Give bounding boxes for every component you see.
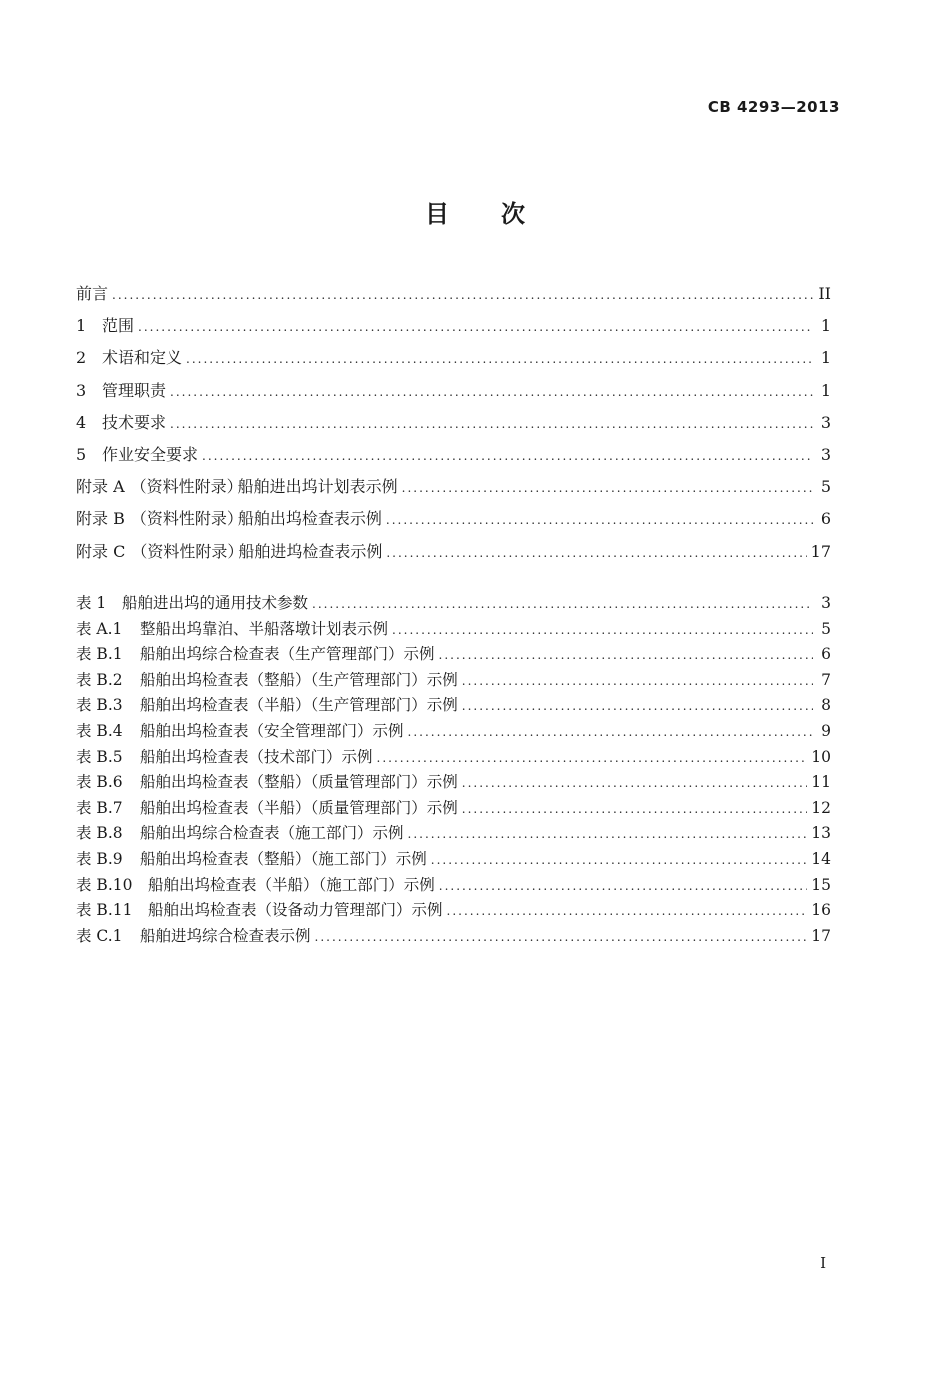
toc-entry-appendix-kind: （资料性附录） [130,509,243,529]
table-entry-label: 船舶出坞检查表（整船）（生产管理部门）示例 [140,670,458,689]
toc-entry-page: 5 [820,477,831,497]
table-entry-label: 船舶出坞检查表（设备动力管理部门）示例 [148,901,443,920]
toc-tables-list [76,591,831,949]
table-entry-label: 船舶出坞检查表（半船）（质量管理部门）示例 [140,798,458,817]
table-entry-page: 15 [811,875,831,894]
toc-entry[interactable] [76,375,831,407]
table-entry[interactable] [76,847,831,873]
toc-entry-label: 范围 [102,316,135,336]
table-entry-number: 表 B.2 [76,670,123,689]
table-entry-page: 10 [811,747,831,766]
toc-entry-page: 17 [810,541,831,561]
toc-entry[interactable] [76,407,831,439]
table-entry-page: 7 [821,670,831,689]
table-entry[interactable] [76,796,831,822]
toc-entry-appendix-kind: （资料性附录） [130,477,243,497]
table-entry[interactable] [76,693,831,719]
table-entry-page: 5 [821,619,831,638]
toc-entry-label: 船舶进出坞计划表示例 [237,477,398,497]
table-entry-number: 表 B.8 [76,824,123,843]
toc-entry-label: 技术要求 [102,412,167,432]
toc-entry[interactable] [76,278,831,310]
table-entry-number: 表 B.1 [76,645,123,664]
toc-entry[interactable] [76,310,831,342]
table-entry-page: 13 [811,824,831,843]
toc-leader-dots [408,822,808,848]
toc-entry-number: 4 [76,412,87,432]
table-entry-label: 船舶出坞检查表（整船）（质量管理部门）示例 [140,773,458,792]
toc-leader-dots [392,618,813,644]
table-entry-label: 船舶出坞检查表（技术部门）示例 [140,747,373,766]
table-entry[interactable] [76,642,831,668]
table-entry-number: 表 B.10 [76,875,133,894]
table-entry-page: 17 [811,926,831,945]
toc-entry-page: 1 [820,316,831,336]
table-entry-label: 船舶出坞检查表（半船）（生产管理部门）示例 [140,696,458,715]
toc-leader-dots [138,311,813,343]
toc-leader-dots [462,694,813,720]
toc-entry-label: 船舶出坞检查表示例 [237,509,382,529]
toc-leader-dots [402,472,813,504]
table-entry-number: 表 B.6 [76,773,123,792]
toc-leader-dots [431,848,808,874]
toc-entry-number: 1 [76,316,87,336]
table-entry-label: 船舶出坞检查表（半船）（施工部门）示例 [148,875,435,894]
table-entry-number: 表 B.11 [76,901,133,920]
table-entry-page: 12 [811,798,831,817]
table-entry-number: 表 B.9 [76,849,123,868]
table-entry[interactable] [76,873,831,899]
table-entry[interactable] [76,924,831,950]
toc-leader-dots [462,771,808,797]
toc-entry-page: II [818,284,831,303]
toc-entry[interactable] [76,342,831,374]
table-entry[interactable] [76,617,831,643]
toc-entry-number: 2 [76,348,87,368]
toc-entry[interactable] [76,439,831,471]
toc-entry-page: 1 [820,348,831,368]
toc-entry-page: 3 [820,444,831,464]
table-entry-number: 表 A.1 [76,619,123,638]
table-entry[interactable] [76,898,831,924]
table-entry-number: 表 B.5 [76,747,123,766]
toc-entry-label: 作业安全要求 [102,444,199,464]
table-entry-label: 整船出坞靠泊、半船落墩计划表示例 [140,619,389,638]
table-entry-number: 表 1 [76,594,107,612]
toc-entry-label: 管理职责 [102,380,167,400]
table-entry-label: 船舶出坞综合检查表（施工部门）示例 [140,824,404,843]
toc-leader-dots [462,797,808,823]
toc-entry-number: 5 [76,444,87,464]
table-entry-page: 8 [821,696,831,715]
toc-leader-dots [462,669,813,695]
toc-leader-dots [439,874,808,900]
toc-entry-appendix[interactable] [76,471,831,503]
toc-entry-number: 附录 C [76,541,126,561]
table-entry-label: 船舶出坞检查表（安全管理部门）示例 [140,721,404,740]
toc-leader-dots [439,643,813,669]
table-entry[interactable] [76,668,831,694]
toc-entry-number: 附录 A [76,477,125,497]
toc-leader-dots [170,376,813,408]
toc-leader-dots [202,440,813,472]
toc-entry-page: 1 [820,380,831,400]
toc-entry-page: 3 [820,412,831,432]
toc-contents [76,278,831,568]
toc-leader-dots [112,279,813,311]
toc-leader-dots [170,408,813,440]
standard-code: CB 4293—2013 [707,98,840,116]
table-entry-label: 船舶进出坞的通用技术参数 [122,594,309,612]
table-entry-label: 船舶出坞综合检查表（生产管理部门）示例 [140,645,435,664]
table-entry-page: 6 [821,645,831,664]
page-number: I [820,1254,826,1272]
table-entry-number: 表 C.1 [76,926,123,945]
page-title: 目次 [425,200,577,228]
table-entry[interactable] [76,745,831,771]
table-entry-page: 11 [811,773,831,792]
toc-leader-dots [377,746,808,772]
table-entry[interactable] [76,821,831,847]
table-entry-label: 船舶进坞综合检查表示例 [140,926,311,945]
table-entry-page: 16 [811,901,831,920]
toc-entry-appendix-kind: （资料性附录） [131,541,244,561]
table-entry-number: 表 B.4 [76,721,123,740]
toc-leader-dots [386,504,813,536]
table-entry[interactable] [76,719,831,745]
toc-entry-label: 术语和定义 [102,348,183,368]
toc-leader-dots [408,720,813,746]
table-entry-number: 表 B.7 [76,798,123,817]
table-entry-page: 9 [821,721,831,740]
toc-entry-appendix[interactable] [76,536,831,568]
toc-leader-dots [312,592,813,618]
toc-entry-label: 船舶进坞检查表示例 [238,541,383,561]
table-entry[interactable] [76,770,831,796]
table-entry[interactable] [76,591,831,617]
toc-leader-dots [186,343,813,375]
toc-entry-page: 6 [820,509,831,529]
toc-entry-number: 3 [76,380,87,400]
table-entry-number: 表 B.3 [76,696,123,715]
toc-entry-appendix[interactable] [76,503,831,535]
toc-leader-dots [447,899,808,925]
table-entry-page: 3 [821,594,831,612]
table-entry-label: 船舶出坞检查表（整船）（施工部门）示例 [140,849,427,868]
toc-leader-dots [315,925,808,951]
toc-entry-label: 前言 [76,284,109,303]
toc-entry-number: 附录 B [76,509,125,529]
table-entry-page: 14 [811,849,831,868]
toc-leader-dots [386,537,806,569]
